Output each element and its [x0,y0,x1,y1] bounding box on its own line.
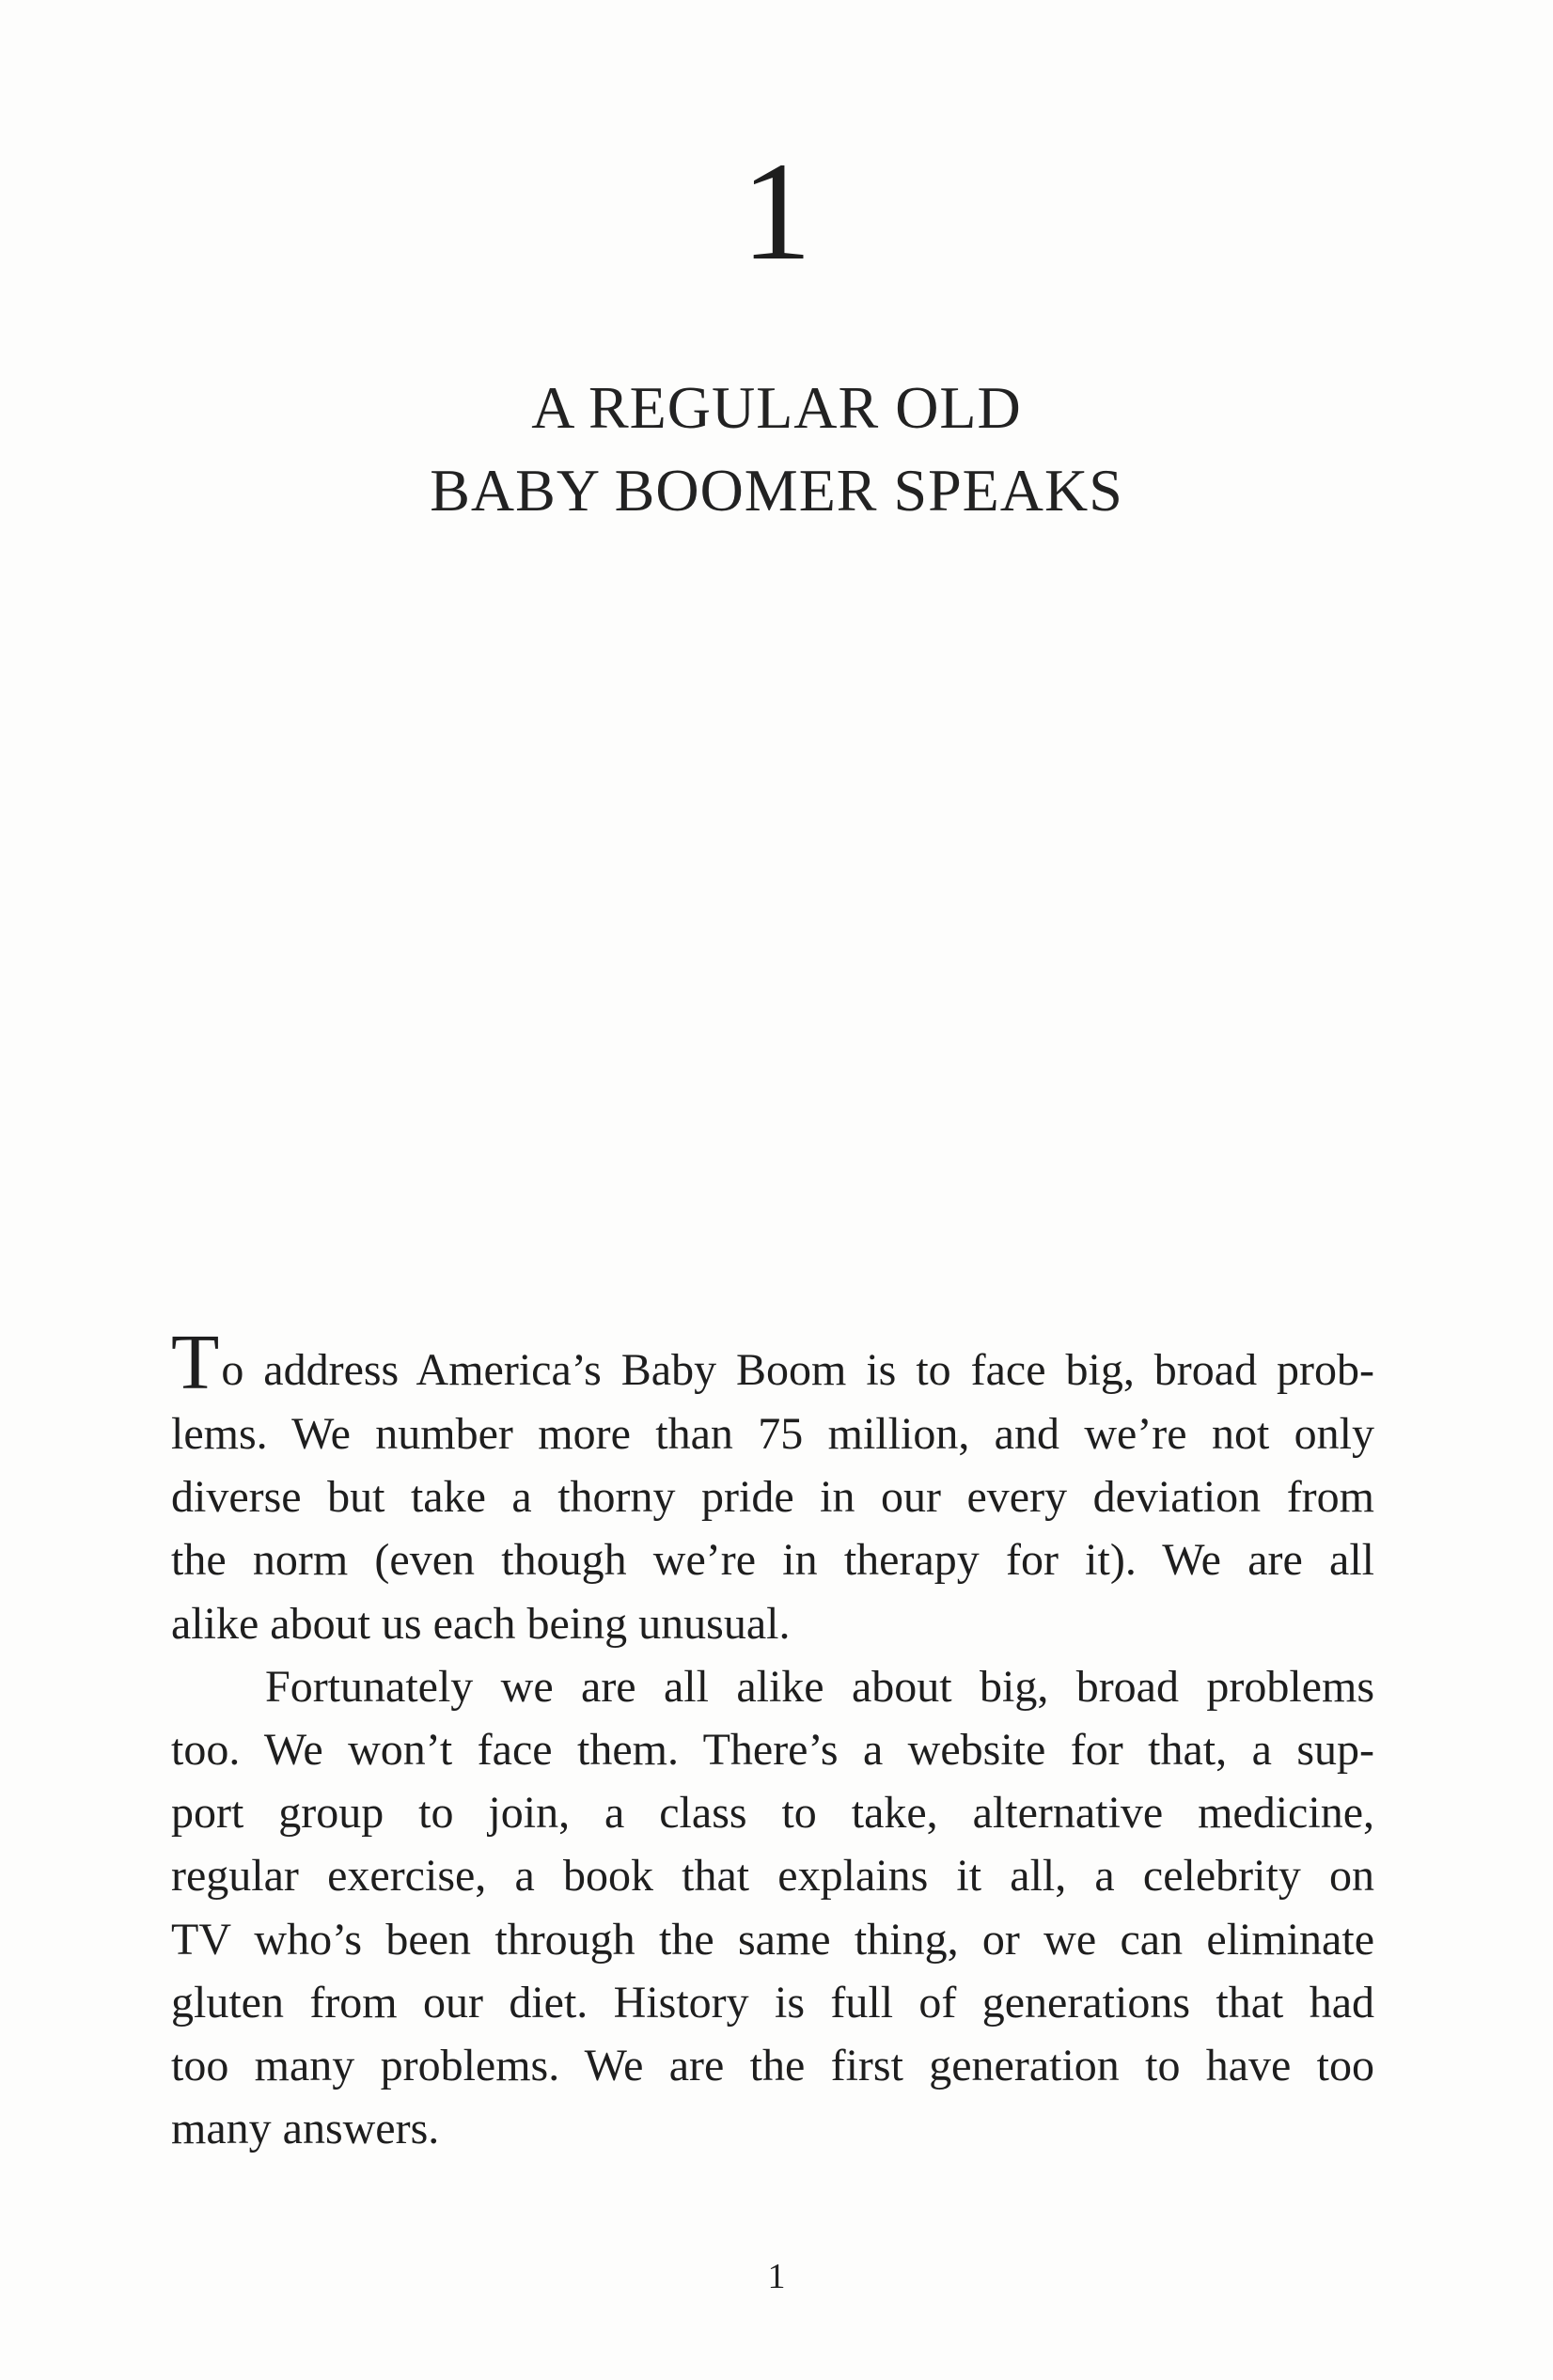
paragraph-2-line-1: Fortunately we are all alike about big, broad problems [265,1661,1374,1712]
paragraph-2-line-4: regular exercise, a book that explains it all, a celebrity on [171,1851,1374,1902]
paragraph-2-line-5: TV who’s been through the same thing, or we can eliminate [171,1914,1374,1965]
body-text [171,1319,1374,2160]
chapter-title-line-2: BABY BOOMER SPEAKS [430,457,1123,524]
paragraph-1-line-1-text: o address America’s Baby Boom is to face big, broad prob- [221,1345,1374,1395]
paragraph-1-line-4: the norm (even though we’re in therapy for it). We are all [171,1535,1374,1586]
chapter-number: 1 [741,133,812,290]
paragraph-1-line-1 [171,1319,1374,1406]
drop-cap: T [171,1319,220,1406]
page-number: 1 [767,2257,786,2296]
paragraph-2-line-2: too. We won’t face them. There’s a website for that, a sup- [171,1725,1374,1776]
paragraph-1-line-5: alike about us each being unusual. [171,1598,791,1649]
paragraph-1 [171,1319,1374,1655]
paragraph-1-line-2: lems. We number more than 75 million, and we’re not only [171,1409,1374,1459]
chapter-title [0,367,1553,532]
chapter-title-line-1: A REGULAR OLD [531,374,1022,441]
paragraph-2-line-6: gluten from our diet. History is full of generations that had [171,1977,1374,2028]
paragraph-2 [171,1655,1374,2161]
paragraph-2-line-8: many answers. [171,2104,440,2154]
paragraph-1-line-3: diverse but take a thorny pride in our every deviation from [171,1472,1374,1523]
paragraph-2-line-7: too many problems. We are the first generation to have too [171,2041,1374,2091]
paragraph-2-line-3: port group to join, a class to take, alternative medicine, [171,1788,1374,1839]
